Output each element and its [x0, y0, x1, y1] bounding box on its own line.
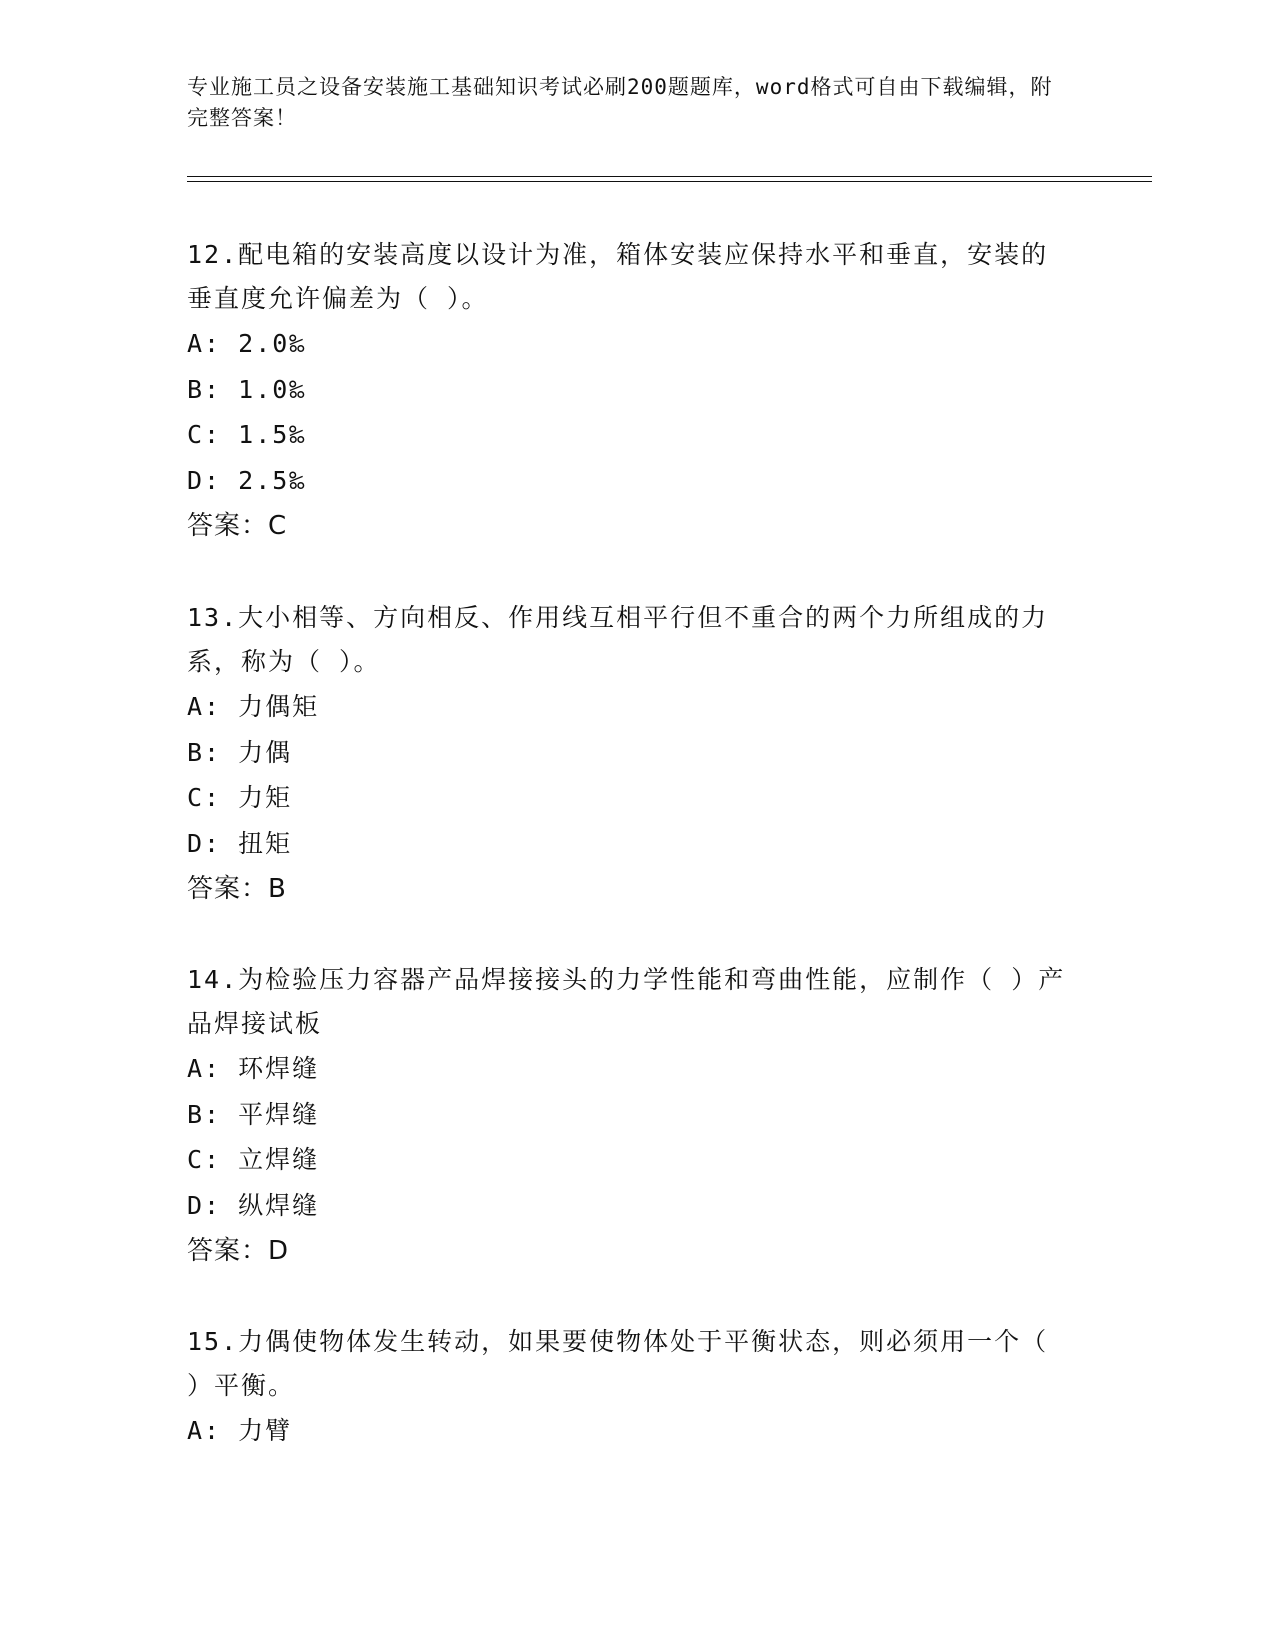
question-stem: 12.配电箱的安装高度以设计为准，箱体安装应保持水平和垂直，安装的垂直度允许偏差为（ ）。 [187, 240, 1049, 313]
question-14 [187, 958, 1067, 1274]
question-stem: 13.大小相等、方向相反、作用线互相平行但不重合的两个力所组成的力系，称为（ ）。 [187, 603, 1049, 676]
option-c: C: 力矩 [187, 783, 293, 812]
question-stem: 15.力偶使物体发生转动，如果要使物体处于平衡状态，则必须用一个（ ）平衡。 [187, 1327, 1049, 1400]
question-15 [187, 1320, 1067, 1454]
option-c: C: 1.5‰ [187, 420, 307, 449]
header-divider-top [187, 176, 1152, 177]
option-a: A: 力偶矩 [187, 692, 320, 721]
option-d: D: 扭矩 [187, 828, 293, 858]
header-divider-bottom [187, 181, 1152, 182]
option-a: A: 环焊缝 [187, 1054, 320, 1083]
question-13 [187, 596, 1067, 912]
option-a: A: 力臂 [187, 1416, 293, 1445]
option-d: D: 纵焊缝 [187, 1190, 320, 1220]
option-b: B: 力偶 [187, 737, 293, 767]
option-b: B: 1.0‰ [187, 374, 307, 404]
question-12 [187, 233, 1067, 549]
document-header: 专业施工员之设备安装施工基础知识考试必刷200题题库，word格式可自由下载编辑，附完整答案！ [187, 75, 1053, 130]
option-b: B: 平焊缝 [187, 1099, 320, 1129]
option-d: D: 2.5‰ [187, 465, 307, 495]
question-stem: 14.为检验压力容器产品焊接接头的力学性能和弯曲性能，应制作（ ）产品焊接试板 [187, 965, 1066, 1038]
answer-line: 答案：D [187, 1236, 290, 1266]
answer-line: 答案：C [187, 511, 288, 541]
answer-line: 答案：B [187, 874, 287, 904]
option-a: A: 2.0‰ [187, 329, 307, 358]
option-c: C: 立焊缝 [187, 1145, 320, 1174]
